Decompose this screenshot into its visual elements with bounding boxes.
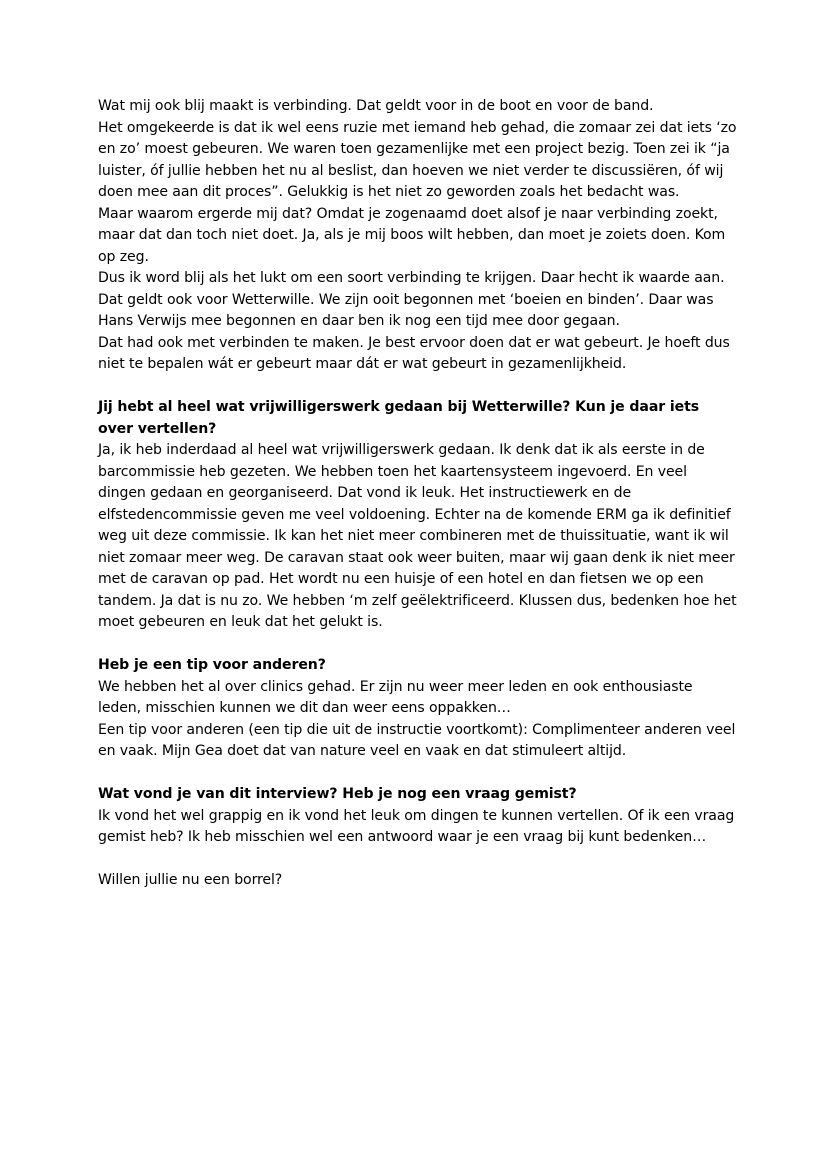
intro-paragraph-3: Maar waarom ergerde mij dat? Omdat je zogenaamd doet alsof je naar verbinding zoekt, maar dat dan toch niet doet. Ja, als je mij boos wilt hebben, dan moet je zoiets doen. Kom op zeg. — [98, 205, 726, 265]
answer-paragraph: Een tip voor anderen (een tip die uit de instructie voortkomt): Complimenteer anderen veel en vaak. Mijn Gea doet dat van nature veel en vaak en dat stimuleert altijd. — [98, 721, 736, 759]
answer-paragraph: Ik vond het wel grappig en ik vond het leuk om dingen te kunnen vertellen. Of ik een vraag gemist heb? Ik heb misschien wel een antwoord waar je een vraag bij kunt bedenken… — [98, 807, 735, 845]
intro-paragraph-4: Dus ik word blij als het lukt om een soort verbinding te krijgen. Daar hecht ik waarde aan. — [98, 270, 725, 286]
paragraph-spacer — [98, 763, 738, 785]
question-heading: Wat vond je van dit interview? Heb je nog een vraag gemist? — [98, 786, 577, 802]
paragraph-spacer — [98, 376, 738, 398]
intro-paragraph-5: Dat geldt ook voor Wetterwille. We zijn ooit begonnen met ‘boeien en binden’. Daar was Hans Verwijs mee begonnen en daar ben ik nog een tijd mee door gegaan. — [98, 291, 714, 329]
question-heading: Heb je een tip voor anderen? — [98, 657, 326, 673]
document-page — [98, 96, 738, 892]
intro-block — [98, 96, 738, 376]
paragraph-spacer — [98, 634, 738, 656]
intro-paragraph-6: Dat had ook met verbinden te maken. Je best ervoor doen dat er wat gebeurt. Je hoeft dus niet te bepalen wát er gebeurt maar dát er wat gebeurt in gezamenlijkheid. — [98, 334, 730, 372]
answer-paragraph: We hebben het al over clinics gehad. Er zijn nu weer meer leden en ook enthousiaste leden, misschien kunnen we dit dan weer eens oppakken… — [98, 678, 693, 716]
paragraph-spacer — [98, 849, 738, 871]
closing-line: Willen jullie nu een borrel? — [98, 872, 283, 888]
answer-paragraph: Ja, ik heb inderdaad al heel wat vrijwilligerswerk gedaan. Ik denk dat ik als eerste in de barcommissie heb gezeten. We hebben toen het kaartensysteem ingevoerd. En veel dingen gedaan en georganiseerd. Dat vond ik leuk. Het instructiewerk en de elfstedencommissie geven me veel voldoening. Echter na de komende ERM ga ik definitief weg uit deze commissie. Ik kan het niet meer combineren met de thuissituatie, want ik wil niet zomaar meer weg. De caravan staat ook weer buiten, maar wij gaan denk ik niet meer met de caravan op pad. Het wordt nu een huisje of een hotel en dan fietsen we op een tandem. Ja dat is nu zo. We hebben ‘m zelf geëlektrificeerd. Klussen dus, bedenken hoe het moet gebeuren en leuk dat het gelukt is. — [98, 442, 737, 630]
section-tip — [98, 655, 738, 763]
question-heading: Jij hebt al heel wat vrijwilligerswerk gedaan bij Wetterwille? Kun je daar iets over vertellen? — [98, 399, 700, 437]
section-interview-feedback — [98, 784, 738, 849]
section-volunteer-work — [98, 397, 738, 634]
intro-paragraph-2: Het omgekeerde is dat ik wel eens ruzie met iemand heb gehad, die zomaar zei dat iets ‘zo en zo’ moest gebeuren. We waren toen gezamenlijke met een project bezig. Toen zei ik “ja luister, óf jullie hebben het nu al beslist, dan hoeven we niet verder te discussiëren, óf wij doen mee aan dit proces”. Gelukkig is het niet zo geworden zoals het bedacht was. — [98, 119, 737, 200]
intro-paragraph-1: Wat mij ook blij maakt is verbinding. Dat geldt voor in de boot en voor de band. — [98, 98, 654, 114]
